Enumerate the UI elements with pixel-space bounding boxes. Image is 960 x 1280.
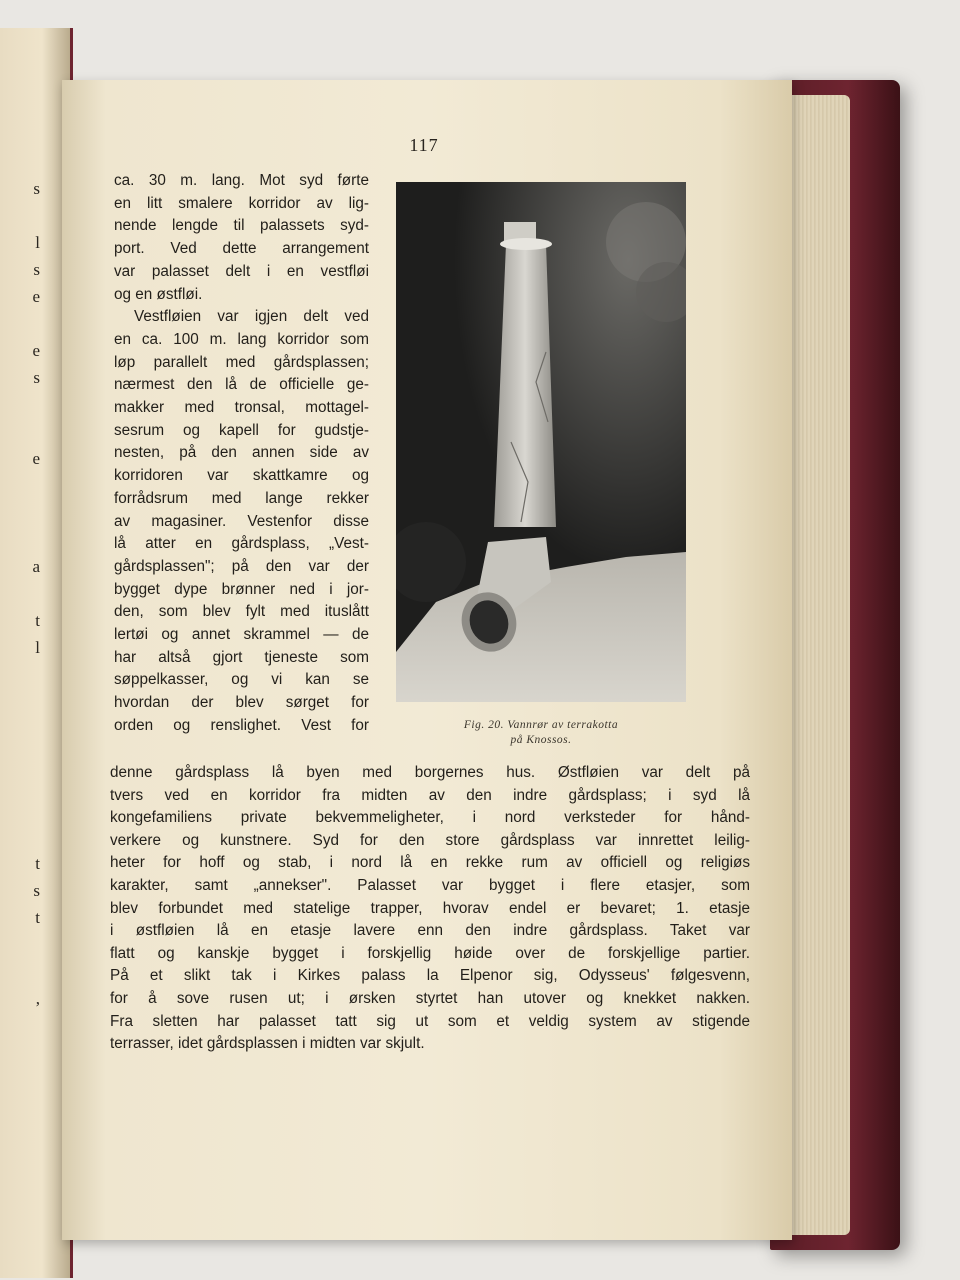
figure-caption-line: Fig. 20. Vannrør av terrakotta (463, 719, 619, 731)
text-line: den, som blev fylt med ituslått (114, 603, 369, 621)
text-line: heter for hoff og stab, i nord lå en rekke rum av officiell og religiøs (110, 854, 750, 872)
text-line: forrådsrum med lange rekker (114, 489, 369, 507)
text-line: korridoren var skattkamre og (114, 467, 369, 485)
left-page-fragment: l (35, 638, 40, 657)
text-line: løp parallelt med gårdsplassen; (114, 353, 369, 371)
left-page-fragment: s (33, 881, 40, 900)
text-line: og en østfløi. (114, 285, 203, 303)
photo-illustration (396, 182, 686, 702)
text-line: Vestfløien var igjen delt ved (134, 308, 369, 326)
left-page-fragment (0, 418, 40, 445)
text-line: en litt smalere korridor av lig- (114, 194, 369, 212)
left-page-fragment (0, 661, 40, 688)
figure-photo-terracotta-pipes (396, 182, 686, 702)
text-line: nesten, på den annen side av (114, 444, 369, 462)
left-page-fragment (0, 715, 40, 742)
left-page-fragment: t (35, 854, 40, 873)
left-page-fragment: t (35, 611, 40, 630)
text-line: var palasset delt i en vestfløi (114, 262, 369, 280)
text-line: søppelkasser, og vi kan se (114, 671, 369, 689)
left-page-fragment (0, 202, 40, 229)
left-page-fragment (0, 796, 40, 823)
text-line: sesrum og kapell for gudstje- (114, 421, 369, 439)
figure-caption-line: på Knossos. (510, 734, 572, 746)
left-page-fragment (0, 769, 40, 796)
left-page-fragment: e (32, 449, 40, 468)
text-line: karakter, samt „annekser". Palasset var bygget i flere etasjer, som (110, 876, 750, 894)
text-line: bygget dype brønner ned i jor- (114, 580, 369, 598)
left-page-fragment (0, 472, 40, 499)
left-page-fragment (0, 310, 40, 337)
text-column-narrow (114, 170, 369, 738)
book-page (62, 80, 792, 1240)
text-line: terrasser, idet gårdsplassen i midten var skjult. (110, 1035, 425, 1053)
text-line: blev forbundet med statelige trapper, hvorav endel er bevaret; 1. etasje (110, 899, 750, 917)
left-page-fragment (0, 931, 40, 958)
text-line: for å sove rusen ut; i ørsken styrtet han utover og knekket nakken. (110, 989, 750, 1007)
text-line: gårdsplassen"; på den var der (114, 557, 369, 575)
text-line: port. Ved dette arrangement (114, 240, 369, 258)
text-line: denne gårdsplass lå byen med borgernes hus. Østfløien var delt på (110, 764, 750, 781)
text-line: i østfløien lå en etasje lavere enn den indre gårdsplass. Taket var (110, 922, 750, 940)
left-page-fragment (0, 688, 40, 715)
text-line: På et slikt tak i Kirkes palass la Elpenor sig, Odysseus' følgesvenn, (110, 967, 750, 985)
left-page-fragment (0, 148, 40, 175)
left-page-fragment: s (33, 179, 40, 198)
text-line: nende lengde til palassets syd- (114, 217, 369, 235)
left-page-fragment (0, 580, 40, 607)
text-line: flatt og kanskje bygget i forskjellig høide over de forskjellige partier. (110, 944, 750, 962)
text-line: Fra sletten har palasset tatt sig ut som et veldig system av stigende (110, 1012, 750, 1030)
left-page-fragment: e (32, 341, 40, 360)
text-line: orden og renslighet. Vest for (114, 716, 369, 734)
left-page-fragment: , (35, 989, 40, 1008)
left-page-fragment (0, 742, 40, 769)
text-line: lå atter en gårdsplass, „Vest- (114, 535, 369, 553)
left-page-fragment (0, 391, 40, 418)
left-page-fragment: s (33, 368, 40, 387)
text-line: lertøi og annet skrammel — de (114, 626, 369, 644)
text-line: kongefamiliens private bekvemmeligheter, i nord verksteder for hånd- (110, 809, 750, 827)
text-line: av magasiner. Vestenfor disse (114, 512, 369, 530)
left-page-fragment: s (33, 260, 40, 279)
text-line: makker med tronsal, mottagel- (114, 399, 369, 417)
left-page-text-fragments (0, 148, 40, 1148)
text-line: nærmest den lå de officielle ge- (114, 376, 369, 394)
left-page-fragment (0, 499, 40, 526)
text-line: tvers ved en korridor fra midten av den indre gårdsplass; i syd lå (110, 786, 750, 804)
text-line: hvordan der blev sørget for (114, 694, 369, 712)
left-page-fragment (0, 823, 40, 850)
left-page-fragment: a (32, 557, 40, 576)
left-page-fragment (0, 526, 40, 553)
figure-caption (380, 718, 702, 748)
text-line: har altså gjort tjeneste som (114, 648, 369, 666)
text-line: ca. 30 m. lang. Mot syd førte (114, 172, 369, 189)
left-page-fragment: e (32, 287, 40, 306)
text-line: verkere og kunstnere. Syd for den store gårdsplass var innrettet leilig- (110, 831, 750, 849)
left-page-fragment: l (35, 233, 40, 252)
left-page-fragment: t (35, 908, 40, 927)
text-line: en ca. 100 m. lang korridor som (114, 330, 369, 348)
left-page-fragment (0, 958, 40, 985)
page-number: 117 (409, 135, 439, 155)
text-column-wide (110, 762, 750, 1056)
